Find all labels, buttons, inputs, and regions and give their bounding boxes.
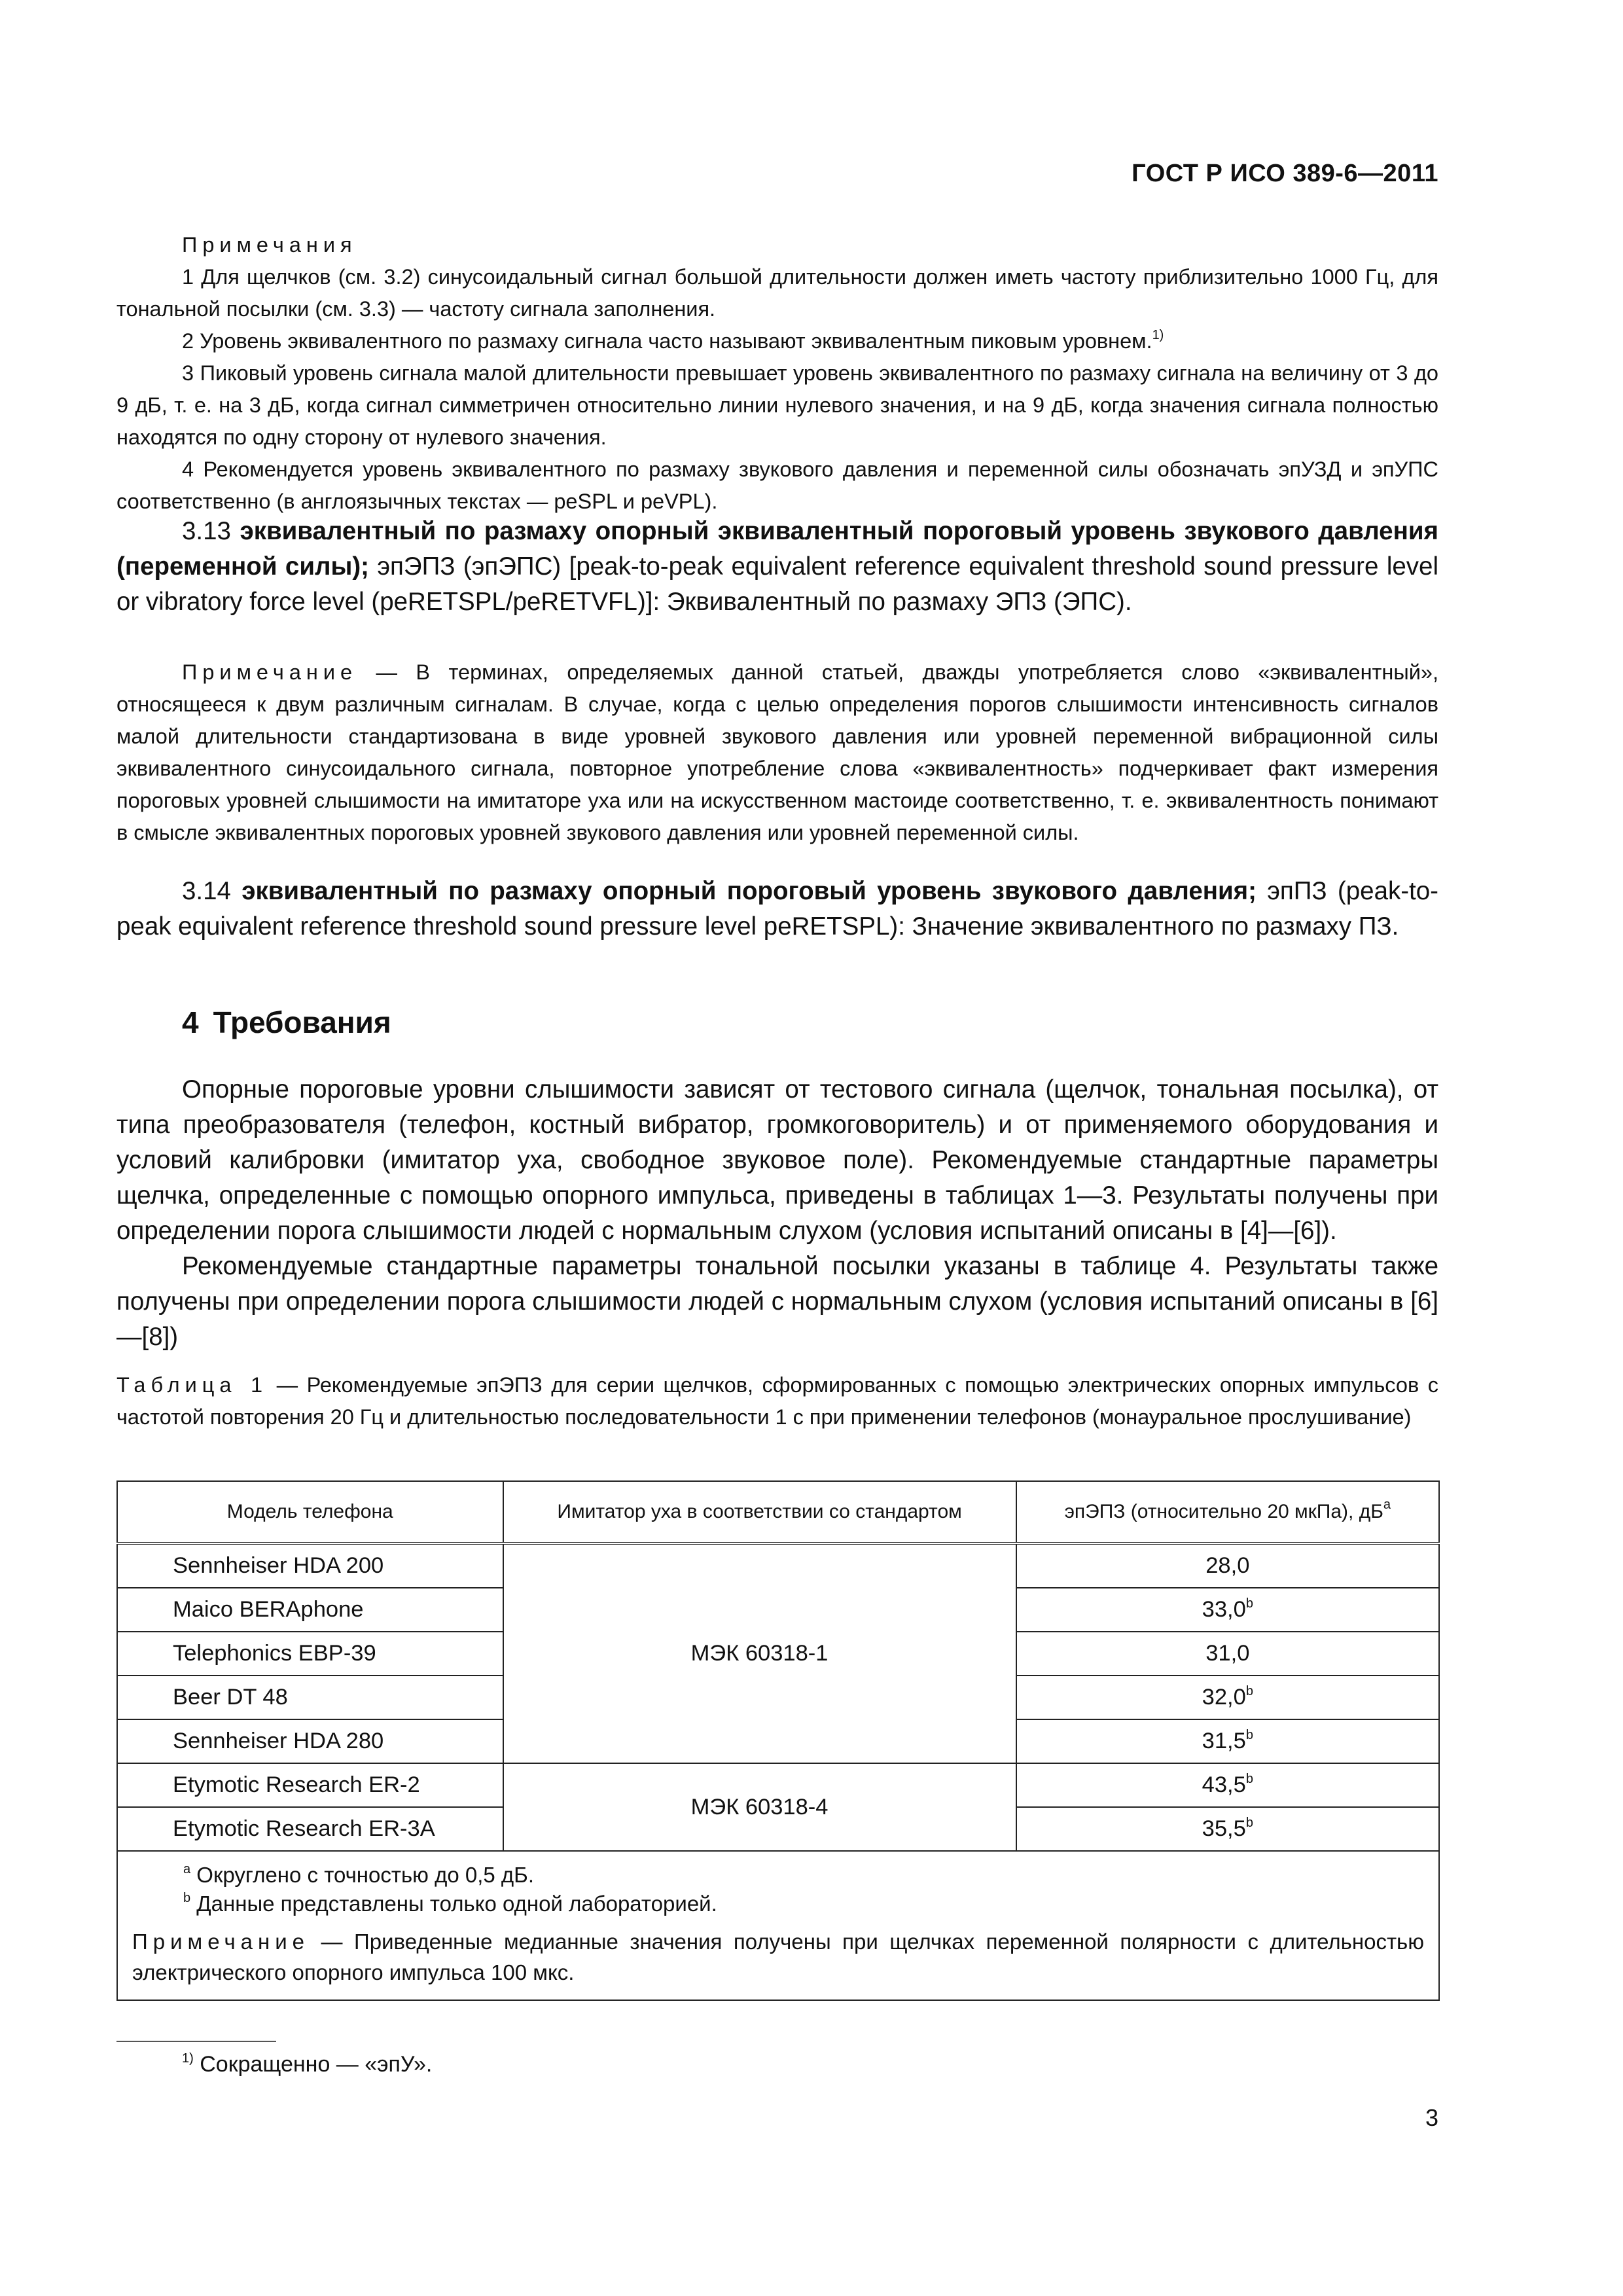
cell-imitator: МЭК 60318-4 xyxy=(503,1763,1016,1851)
cell-model: Sennheiser HDA 200 xyxy=(117,1543,503,1588)
note-label: Примечание xyxy=(182,660,358,684)
cell-value xyxy=(1016,1632,1439,1676)
term-definition: эпПЗ (peak-to-peak equivalent reference threshold sound pressure level peRETSPL): Значение эквивалентного по размаху ПЗ. xyxy=(116,877,1438,941)
table-note xyxy=(132,1926,1424,1988)
value-text: 33,0 xyxy=(1202,1597,1246,1622)
header-model: Модель телефона xyxy=(117,1481,503,1543)
table-footnotes xyxy=(117,1851,1439,2000)
term-3-13 xyxy=(116,514,1438,620)
section-heading xyxy=(182,1005,391,1040)
table-footnote-a-text: Округлено с точностью до 0,5 дБ. xyxy=(190,1863,534,1887)
footnote-mark: a xyxy=(183,1862,191,1876)
table-header-row xyxy=(117,1481,1439,1543)
cell-model: Etymotic Research ER-3A xyxy=(117,1807,503,1851)
section-paragraph: Рекомендуемые стандартные параметры тональной посылки указаны в таблице 4. Результаты также получены при определении порога слышимости людей с нормальным слухом (условия испытаний описаны в [6]—[8]) xyxy=(116,1252,1438,1351)
cell-value xyxy=(1016,1676,1439,1719)
term-3-14 xyxy=(116,874,1438,944)
table-footnote-b xyxy=(132,1890,1424,1918)
value-text: 43,5 xyxy=(1202,1772,1246,1797)
table-caption-text: — Рекомендуемые эпЭПЗ для серии щелчков, сформированных с помощью электрических опорных импульсов с частотой повторения 20 Гц и длительностью последовательности 1 с при применении телефонов (монауральное прослушивание) xyxy=(116,1373,1438,1429)
table-footer-row xyxy=(117,1851,1439,2000)
footnote-mark: 1) xyxy=(1152,328,1164,342)
note-item-2-text: 2 Уровень эквивалентного по размаху сигнала часто называют эквивалентным пиковым уровнем. xyxy=(182,329,1152,353)
standard-header: ГОСТ Р ИСО 389-6—2011 xyxy=(1132,160,1438,187)
table-footnote-b-text: Данные представлены только одной лабораторией. xyxy=(190,1892,717,1916)
term-definition: эпЭПЗ (эпЭПС) [peak-to-peak equivalent reference equivalent threshold sound pressure level or vibratory force level (peRETSPL/peRETVFL)]: Эквивалентный по размаху ЭПЗ (ЭПС). xyxy=(116,552,1438,616)
page-footnote-text: Сокращенно — «эпУ». xyxy=(193,2052,433,2077)
note-item-3: 3 Пиковый уровень сигнала малой длительности превышает уровень эквивалентного по размаху сигнала на величину от 3 до 9 дБ, т. е. на 3 дБ, когда сигнал симметричен относительно линии нулевого значения, и на 9 дБ, когда значения сигнала полностью находятся по одну сторону от нулевого значения. xyxy=(116,361,1438,449)
term-3-13-note xyxy=(116,656,1438,849)
value-text: 32,0 xyxy=(1202,1685,1246,1710)
cell-model: Maico BERAphone xyxy=(117,1588,503,1632)
notes-block xyxy=(116,229,1438,518)
footnote-mark: b xyxy=(1245,1728,1253,1742)
term-title: эквивалентный по размаху опорный эквивалентный пороговый уровень звукового давления (переменной силы); xyxy=(116,517,1438,581)
page-footnote xyxy=(182,2052,432,2077)
footnote-mark: b xyxy=(183,1891,191,1905)
note-item-2 xyxy=(116,325,1438,357)
cell-value xyxy=(1016,1588,1439,1632)
table-row xyxy=(117,1543,1439,1588)
cell-model: Beer DT 48 xyxy=(117,1676,503,1719)
table-caption xyxy=(116,1369,1438,1433)
section-paragraph: Опорные пороговые уровни слышимости зависят от тестового сигнала (щелчок, тональная посылка), от типа преобразователя (телефон, костный вибратор, громкоговоритель) и от применяемого оборудования и условий калибровки (имитатор уха, свободное звуковое поле). Рекомендуемые стандартные параметры щелчка, определенные с помощью опорного импульса, приведены в таблицах 1—3. Результаты получены при определении порога слышимости людей с нормальным слухом (условия испытаний описаны в [4]—[6]). xyxy=(116,1075,1438,1245)
note-item-1: 1 Для щелчков (см. 3.2) синусоидальный сигнал большой длительности должен иметь частоту приблизительно 1000 Гц, для тональной посылки (см. 3.3) — частоту сигнала заполнения. xyxy=(116,265,1438,321)
footnote-mark: a xyxy=(1383,1498,1391,1512)
value-text: 31,5 xyxy=(1202,1729,1246,1753)
note-item-4: 4 Рекомендуется уровень эквивалентного по размаху звукового давления и переменной силы обозначать эпУЗД и эпУПС соответственно (в англоязычных текстах — peSPL и peVPL). xyxy=(116,457,1438,513)
header-imitator: Имитатор уха в соответствии со стандартом xyxy=(503,1481,1016,1543)
footnote-mark: b xyxy=(1245,1684,1253,1698)
header-value-text: эпЭПЗ (относительно 20 мкПа), дБ xyxy=(1064,1501,1383,1522)
notes-heading: Примечания xyxy=(182,233,357,257)
section-4-body xyxy=(116,1072,1438,1355)
cell-model: Sennheiser HDA 280 xyxy=(117,1719,503,1763)
cell-imitator: МЭК 60318-1 xyxy=(503,1543,1016,1763)
header-value xyxy=(1016,1481,1439,1543)
table-row xyxy=(117,1763,1439,1807)
table-caption-label: Таблица 1 xyxy=(116,1373,268,1397)
cell-value xyxy=(1016,1719,1439,1763)
cell-model: Telephonics EBP-39 xyxy=(117,1632,503,1676)
table-note-label: Примечание xyxy=(132,1929,310,1954)
value-text: 31,0 xyxy=(1205,1641,1250,1666)
footnote-mark: b xyxy=(1245,1772,1253,1786)
table-1 xyxy=(116,1480,1440,2001)
term-title: эквивалентный по размаху опорный пороговый уровень звукового давления; xyxy=(241,877,1257,905)
section-title: Требования xyxy=(213,1005,391,1039)
value-text: 35,5 xyxy=(1202,1816,1246,1841)
footnote-mark: b xyxy=(1245,1596,1253,1611)
footnote-separator xyxy=(116,2041,276,2042)
footnote-mark: 1) xyxy=(182,2051,194,2066)
table-footnote-a xyxy=(132,1861,1424,1890)
footnote-mark: b xyxy=(1245,1816,1253,1830)
cell-value xyxy=(1016,1807,1439,1851)
page-number: 3 xyxy=(1425,2104,1438,2131)
term-number: 3.14 xyxy=(182,877,231,905)
value-text: 28,0 xyxy=(1205,1553,1250,1578)
cell-model: Etymotic Research ER-2 xyxy=(117,1763,503,1807)
note-text: — В терминах, определяемых данной статьей, дважды употребляется слово «эквивалентный», относящееся к двум различным сигналам. В случае, когда с целью определения порогов слышимости интенсивность сигналов малой длительности стандартизована в виде уровней звукового давления или уровней переменной вибрационной силы эквивалентного синусоидального сигнала, повторное употребление слова «эквивалентность» подчеркивает факт измерения пороговых уровней слышимости на имитаторе уха или на искусственном мастоиде соответственно, т. е. эквивалентность понимают в смысле эквивалентных пороговых уровней звукового давления или уровней переменной силы. xyxy=(116,660,1438,844)
cell-value xyxy=(1016,1543,1439,1588)
table-note-text: — Приведенные медианные значения получены при щелчках переменной полярности с длительностью электрического опорного импульса 100 мкс. xyxy=(132,1929,1424,1984)
section-number: 4 xyxy=(182,1005,199,1039)
cell-value xyxy=(1016,1763,1439,1807)
term-number: 3.13 xyxy=(182,517,231,545)
